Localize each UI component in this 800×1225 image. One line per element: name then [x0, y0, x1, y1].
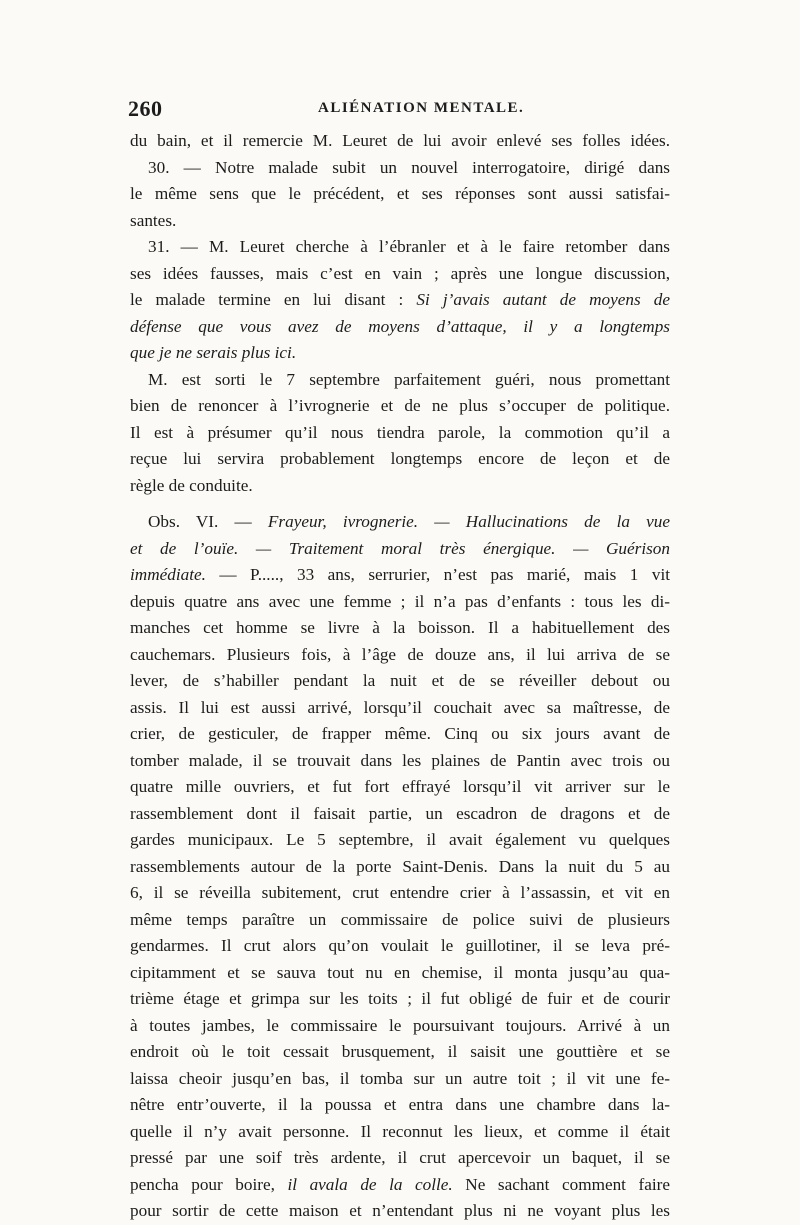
- text-line: règle de conduite.: [130, 475, 253, 495]
- text-line: quelle il n’y avait personne. Il reconnut les lieux, et comme il était: [130, 1121, 670, 1141]
- text-line: ses idées fausses, mais c’est en vain ; après une longue discussion,: [130, 263, 670, 283]
- text-line: assis. Il lui est aussi arrivé, lorsqu’il couchait avec sa maîtresse, de: [130, 697, 670, 717]
- running-title: ALIÉNATION MENTALE.: [318, 100, 525, 116]
- body-text: [130, 128, 670, 1225]
- text-line: gardes municipaux. Le 5 septembre, il avait également vu quelques: [130, 830, 670, 849]
- text-line: le malade termine en lui disant : Si j’avais autant de moyens de: [130, 290, 670, 309]
- text-line: rassemblement dont il faisait partie, un escadron de dragons et de: [130, 803, 670, 823]
- observation-heading: et de l’ouïe. — Traitement moral très énergique. — Guérison: [130, 538, 670, 558]
- text-line: du bain, et il remercie M. Leuret de lui avoir enlevé ses folles idées.: [130, 131, 670, 150]
- text-line: tomber malade, il se trouvait dans les plaines de Pantin avec trois ou: [130, 750, 670, 770]
- text-line: trième étage et grimpa sur les toits ; il fut obligé de fuir et de courir: [130, 989, 670, 1008]
- text-line: santes.: [130, 210, 177, 230]
- text-line: immédiate. — P....., 33 ans, serrurier, n’est pas marié, mais 1 vit: [130, 565, 670, 584]
- text-line: endroit où le toit cessait brusquement, il saisit une gouttière et se: [130, 1042, 670, 1061]
- text-line: manches cet homme se livre à la boisson. Il a habituellement des: [130, 618, 670, 637]
- page-header: [128, 96, 678, 126]
- text-line: laissa cheoir jusqu’en bas, il tomba sur un autre toit ; il vit une fe-: [130, 1068, 670, 1088]
- paragraph-gap: [130, 499, 670, 509]
- text-line: gendarmes. Il crut alors qu’on voulait le guillotiner, il se leva pré-: [130, 936, 670, 955]
- text-line: bien de renoncer à l’ivrognerie et de ne plus s’occuper de politique.: [130, 396, 670, 415]
- text-line: nêtre entr’ouverte, il la poussa et entra dans une chambre dans la-: [130, 1095, 670, 1114]
- text-line: Il est à présumer qu’il nous tiendra parole, la commotion qu’il a: [130, 422, 670, 442]
- text-line: reçue lui servira probablement longtemps encore de leçon et de: [130, 449, 670, 468]
- text-line: 30. — Notre malade subit un nouvel interrogatoire, dirigé dans: [148, 157, 670, 177]
- text-line: pour sortir de cette maison et n’entendant plus ni ne voyant plus les: [130, 1201, 670, 1220]
- text-line: pencha pour boire, il avala de la colle. Ne sachant comment faire: [130, 1174, 670, 1194]
- text-line: même temps paraître un commissaire de police suivi de plusieurs: [130, 909, 670, 929]
- text-line: quatre mille ouvriers, et fut fort effrayé lorsqu’il vit arriver sur le: [130, 777, 670, 796]
- text-line: crier, de gesticuler, de frapper même. Cinq ou six jours avant de: [130, 724, 670, 743]
- text-line: 6, il se réveilla subitement, crut entendre crier à l’assassin, et vit en: [130, 883, 670, 902]
- text-line: à toutes jambes, le commissaire le poursuivant toujours. Arrivé à un: [130, 1015, 670, 1035]
- text-line: le même sens que le précédent, et ses réponses sont aussi satisfai-: [130, 184, 670, 203]
- text-line: depuis quatre ans avec une femme ; il n’a pas d’enfants : tous les di-: [130, 591, 670, 611]
- text-line: rassemblements autour de la porte Saint-Denis. Dans la nuit du 5 au: [130, 856, 670, 876]
- text-line: pressé par une soif très ardente, il crut apercevoir un baquet, il se: [130, 1148, 670, 1167]
- text-line: lever, de s’habiller pendant la nuit et de se réveiller debout ou: [130, 671, 670, 690]
- text-line: cauchemars. Plusieurs fois, à l’âge de douze ans, il lui arriva de se: [130, 644, 670, 664]
- text-line: défense que vous avez de moyens d’attaque, il y a longtemps: [130, 316, 670, 336]
- page-number: 260: [128, 96, 163, 121]
- observation-heading: Obs. VI. — Frayeur, ivrognerie. — Hallucinations de la vue: [148, 512, 670, 531]
- text-line: M. est sorti le 7 septembre parfaitement guéri, nous promettant: [148, 369, 670, 389]
- text-line: cipitamment et se sauva tout nu en chemise, il monta jusqu’au qua-: [130, 962, 670, 982]
- text-line: 31. — M. Leuret cherche à l’ébranler et à le faire retomber dans: [148, 237, 670, 256]
- text-line: que je ne serais plus ici.: [130, 343, 297, 362]
